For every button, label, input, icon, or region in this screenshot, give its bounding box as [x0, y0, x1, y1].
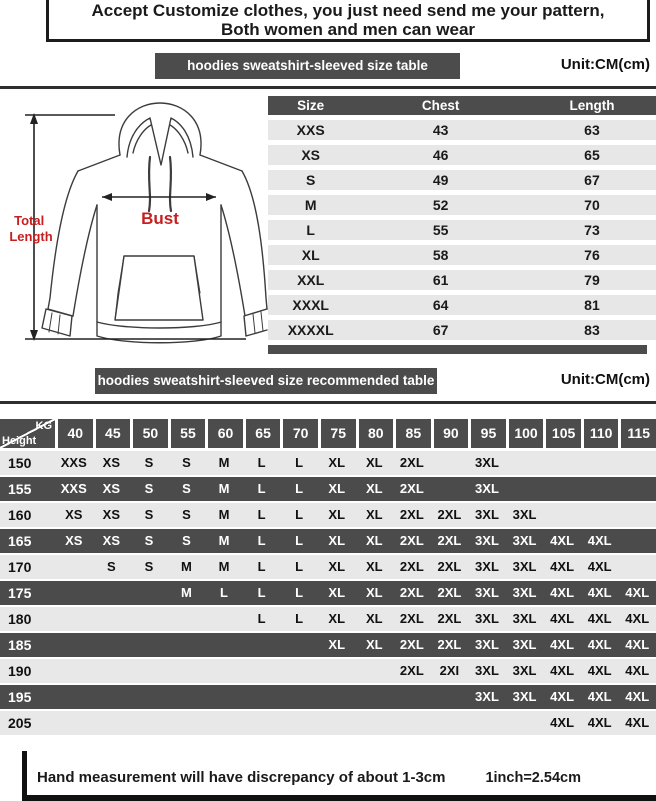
weight-header-cell: 110 [584, 419, 619, 448]
recommended-size-cell: 3XL [512, 689, 537, 704]
recommended-size-cell: 2XL [437, 611, 462, 626]
recommended-size-cell: 4XL [625, 663, 650, 678]
reco-table-banner: hoodies sweatshirt-sleeved size recommended table [95, 368, 437, 394]
recommended-size-cell [93, 711, 131, 735]
height-label-cell: 175 [8, 585, 32, 601]
recommended-size-cell [280, 659, 318, 683]
recommended-size-cell: XL [328, 611, 346, 626]
recommended-size-cell: S [144, 507, 154, 522]
recommended-size-cell: S [144, 481, 154, 496]
recommended-size-cell: M [218, 559, 230, 574]
recommended-size-cell: 4XL [587, 611, 612, 626]
recommended-size-cell [431, 711, 469, 735]
size-cell: XS [301, 147, 321, 163]
height-label-cell: 205 [8, 715, 32, 731]
recommended-size-cell: 2XL [399, 481, 424, 496]
weight-header-cell: 40 [58, 419, 93, 448]
recommended-size-cell: XS [102, 481, 121, 496]
recommended-size-cell [618, 503, 656, 527]
recommended-size-cell [93, 685, 131, 709]
recommended-size-cell: L [295, 533, 304, 548]
recommendation-row [0, 581, 656, 605]
height-label-cell: 190 [8, 663, 32, 679]
recommended-size-cell [205, 711, 243, 735]
recommended-size-cell: 3XL [512, 559, 537, 574]
recommended-size-cell: S [182, 507, 191, 522]
size-cell: M [304, 197, 317, 213]
recommendation-row [0, 685, 656, 709]
recommended-size-cell [543, 451, 581, 475]
recommended-size-cell: 4XL [587, 663, 612, 678]
recommended-size-cell: XL [328, 455, 346, 470]
recommended-size-cell: 2XL [399, 637, 424, 652]
recommendation-table [0, 419, 656, 735]
length-cell: 67 [584, 172, 600, 188]
chest-cell: 49 [432, 172, 449, 188]
recommended-size-cell: M [218, 481, 230, 496]
recommended-size-cell: L [257, 481, 266, 496]
recommended-size-cell [168, 659, 206, 683]
recommended-size-cell: XL [365, 611, 383, 626]
recommended-size-cell: 2XL [399, 533, 424, 548]
recommended-size-cell: XL [328, 507, 346, 522]
height-label-cell: 165 [8, 533, 32, 549]
recommended-size-cell: L [257, 507, 266, 522]
recommended-size-cell: S [144, 455, 154, 470]
length-cell: 76 [584, 247, 600, 263]
size-table-row [268, 295, 656, 315]
hoodie-illustration [0, 93, 268, 355]
recommended-size-cell: 4XL [625, 715, 650, 730]
recommended-size-cell [55, 555, 93, 579]
recommended-size-cell: 4XL [550, 637, 575, 652]
recommendation-row [0, 607, 656, 631]
recommended-size-cell: S [182, 533, 191, 548]
recommended-size-cell: 3XL [475, 637, 499, 652]
recommended-size-cell: L [295, 507, 304, 522]
length-cell: 73 [584, 222, 600, 238]
recommended-size-cell: 3XL [512, 507, 537, 522]
recommended-size-cell [205, 633, 243, 657]
recommended-size-cell: XL [365, 533, 383, 548]
weight-header-cell: 45 [96, 419, 131, 448]
weight-header-cell: 75 [321, 419, 356, 448]
recommended-size-cell: 2XL [399, 663, 424, 678]
recommended-size-cell: L [257, 533, 266, 548]
recommended-size-cell: 4XL [587, 715, 612, 730]
recommended-size-cell [356, 659, 394, 683]
size-table-row [268, 320, 656, 340]
chest-cell: 61 [432, 272, 449, 288]
length-cell: 63 [584, 122, 600, 138]
weight-header-cell: 85 [396, 419, 431, 448]
recommended-size-cell: 4XL [550, 559, 575, 574]
recommended-size-cell [581, 451, 619, 475]
recommended-size-cell: M [218, 507, 230, 522]
horizontal-rule-top [0, 86, 656, 89]
column-header-size: Size [297, 98, 325, 113]
recommended-size-cell: L [295, 559, 304, 574]
recommended-size-cell: 4XL [587, 533, 612, 548]
recommended-size-cell: 4XL [587, 559, 612, 574]
recommended-size-cell: 4XL [625, 689, 650, 704]
height-label-cell: 160 [8, 507, 32, 523]
recommended-size-cell: XL [365, 455, 383, 470]
size-cell: XXXL [292, 297, 329, 313]
height-label-cell: 185 [8, 637, 32, 653]
size-table-banner: hoodies sweatshirt-sleeved size table [155, 53, 460, 79]
recommended-size-cell: XL [365, 559, 383, 574]
recommended-size-cell: 4XL [550, 585, 575, 600]
recommended-size-cell: XL [328, 637, 346, 652]
recommended-size-cell: 3XL [512, 637, 537, 652]
weight-header-cell: 70 [283, 419, 318, 448]
size-table-row [268, 145, 656, 165]
recommended-size-cell: 3XL [475, 533, 499, 548]
size-table-row [268, 170, 656, 190]
recommended-size-cell: XL [328, 533, 346, 548]
chest-cell: 52 [432, 197, 449, 213]
recommended-size-cell [168, 685, 206, 709]
recommended-size-cell: L [295, 455, 304, 470]
recommendation-row [0, 555, 656, 579]
recommended-size-cell: 4XL [550, 663, 575, 678]
recommended-size-cell [280, 711, 318, 735]
column-header-chest: Chest [421, 98, 460, 113]
recommended-size-cell [431, 451, 469, 475]
weight-header-cell: 80 [359, 419, 394, 448]
height-label-cell: 170 [8, 559, 32, 575]
reco-table-banner-row [0, 368, 656, 395]
length-cell: 83 [584, 322, 600, 338]
recommended-size-cell [55, 711, 93, 735]
recommended-size-cell [93, 607, 131, 631]
recommended-size-cell [130, 607, 168, 631]
recommended-size-cell: 4XL [550, 533, 575, 548]
recommended-size-cell [55, 659, 93, 683]
size-cell: XXS [296, 122, 325, 138]
recommended-size-cell: 3XL [512, 533, 537, 548]
recommended-size-cell [93, 581, 131, 605]
height-label-cell: 155 [8, 481, 32, 497]
height-label-cell: 195 [8, 689, 32, 705]
recommendation-row [0, 659, 656, 683]
recommended-size-cell [243, 685, 281, 709]
recommended-size-cell: 2XL [437, 533, 462, 548]
recommended-size-cell: S [107, 559, 116, 574]
recommended-size-cell: 3XL [475, 585, 499, 600]
recommended-size-cell: 3XL [475, 559, 499, 574]
recommended-size-cell [55, 581, 93, 605]
recommendation-row [0, 477, 656, 501]
recommended-size-cell: 4XL [625, 637, 650, 652]
size-table-footer-bar [268, 345, 647, 354]
corner-height-label: Height [2, 435, 37, 447]
chest-cell: 55 [432, 222, 449, 238]
recommended-size-cell [393, 685, 431, 709]
corner-kg-label: KG [35, 420, 52, 432]
recommended-size-cell [506, 451, 544, 475]
recommended-size-cell: 2XL [437, 507, 462, 522]
footer-note-box [22, 751, 656, 801]
recommended-size-cell [393, 711, 431, 735]
recommended-size-cell [55, 607, 93, 631]
recommended-size-cell [130, 685, 168, 709]
recommended-size-cell: 4XL [625, 611, 650, 626]
recommended-size-cell: 3XL [475, 507, 499, 522]
recommended-size-cell [205, 659, 243, 683]
size-table-row [268, 195, 656, 215]
recommendation-row [0, 711, 656, 735]
corner-cell [0, 419, 55, 448]
recommended-size-cell: L [257, 611, 266, 626]
chest-cell: 58 [432, 247, 449, 263]
recommended-size-cell: XL [365, 585, 383, 600]
chest-cell: 43 [432, 122, 449, 138]
chest-cell: 67 [432, 322, 449, 338]
recommended-size-cell [468, 711, 506, 735]
recommended-size-cell: 2XL [399, 559, 424, 574]
recommended-size-cell [130, 659, 168, 683]
recommended-size-cell: 3XL [475, 481, 499, 496]
size-table-unit-label: Unit:CM(cm) [560, 56, 650, 73]
recommended-size-cell [93, 659, 131, 683]
recommended-size-cell [130, 581, 168, 605]
weight-header-cell: 95 [471, 419, 506, 448]
recommended-size-cell [93, 633, 131, 657]
size-table-banner-row [0, 53, 656, 80]
recommended-size-cell: M [181, 559, 192, 574]
weight-header-cell: 100 [509, 419, 544, 448]
recommended-size-cell: 2XL [399, 585, 424, 600]
recommended-size-cell: M [218, 533, 230, 548]
recommended-size-cell: XL [365, 481, 383, 496]
recommended-size-cell: 2XL [437, 637, 462, 652]
recommended-size-cell: XS [102, 533, 121, 548]
recommended-size-cell: L [257, 559, 266, 574]
recommended-size-cell: M [181, 585, 192, 600]
recommended-size-cell: 3XL [512, 663, 537, 678]
recommended-size-cell: S [182, 455, 191, 470]
recommended-size-cell [55, 633, 93, 657]
recommended-size-cell [280, 685, 318, 709]
recommendation-table-header [0, 419, 656, 448]
length-cell: 70 [584, 197, 600, 213]
recommended-size-cell: L [220, 585, 228, 600]
weight-header-cell: 115 [621, 419, 656, 448]
recommended-size-cell: 4XL [587, 637, 612, 652]
recommended-size-cell [618, 477, 656, 501]
recommended-size-cell: S [144, 559, 154, 574]
size-cell: XXL [297, 272, 325, 288]
size-table-header [268, 96, 656, 115]
recommended-size-cell: S [144, 533, 154, 548]
size-cell: L [306, 222, 315, 238]
weight-header-cell: 90 [434, 419, 469, 448]
length-cell: 65 [584, 147, 600, 163]
chest-cell: 46 [432, 147, 449, 163]
recommended-size-cell [130, 633, 168, 657]
size-table-row [268, 220, 656, 240]
recommended-size-cell: 2XL [399, 455, 424, 470]
recommended-size-cell: XL [365, 637, 383, 652]
recommended-size-cell: 3XL [512, 585, 537, 600]
announcement-line-2: Both women and men can wear [220, 20, 476, 39]
weight-header-cell: 50 [133, 419, 168, 448]
recommended-size-cell [318, 659, 356, 683]
weight-header-cell: 65 [246, 419, 281, 448]
recommended-size-cell: 3XL [512, 611, 537, 626]
recommended-size-cell [431, 477, 469, 501]
inch-conversion-note: 1inch=2.54cm [485, 770, 581, 786]
recommended-size-cell [618, 451, 656, 475]
recommended-size-cell [130, 711, 168, 735]
main-content [0, 93, 656, 355]
size-table [268, 93, 656, 355]
size-table-row [268, 120, 656, 140]
top-announcement-box [46, 0, 650, 42]
recommended-size-cell: L [257, 585, 266, 600]
column-header-length: Length [569, 98, 615, 113]
recommended-size-cell: XS [65, 533, 83, 548]
recommended-size-cell [506, 711, 544, 735]
recommended-size-cell: XS [102, 455, 121, 470]
recommended-size-cell [356, 711, 394, 735]
recommended-size-cell: 2XL [399, 611, 424, 626]
hoodie-measurement-diagram [0, 93, 268, 355]
recommended-size-cell [318, 685, 356, 709]
recommended-size-cell [243, 633, 281, 657]
size-cell: XXXXL [287, 322, 334, 338]
size-table-body [268, 120, 656, 340]
recommended-size-cell: 4XL [625, 585, 650, 600]
recommendation-row [0, 529, 656, 553]
recommended-size-cell: 4XL [550, 715, 575, 730]
recommended-size-cell [243, 659, 281, 683]
recommended-size-cell [581, 503, 619, 527]
recommended-size-cell: 2XI [439, 663, 460, 678]
weight-header-cell: 60 [208, 419, 243, 448]
size-cell: XL [301, 247, 320, 263]
recommended-size-cell: XXS [60, 481, 87, 496]
recommendation-row [0, 633, 656, 657]
recommended-size-cell: L [257, 455, 266, 470]
recommended-size-cell: XS [102, 507, 121, 522]
recommended-size-cell: L [295, 611, 304, 626]
recommended-size-cell: 3XL [475, 689, 499, 704]
total-length-label: Total Length [9, 213, 53, 244]
recommended-size-cell: 3XL [475, 455, 499, 470]
recommended-size-cell [205, 685, 243, 709]
recommended-size-cell [431, 685, 469, 709]
recommended-size-cell: XXS [60, 455, 87, 470]
size-cell: S [306, 172, 316, 188]
recommended-size-cell: 2XL [437, 559, 462, 574]
recommended-size-cell [618, 529, 656, 553]
reco-table-unit-label: Unit:CM(cm) [560, 371, 650, 388]
size-table-row [268, 245, 656, 265]
weight-header-cell: 105 [546, 419, 581, 448]
recommended-size-cell: XL [328, 481, 346, 496]
recommended-size-cell [543, 477, 581, 501]
recommended-size-cell: 3XL [475, 663, 499, 678]
horizontal-rule-middle [0, 401, 656, 404]
recommended-size-cell: 3XL [475, 611, 499, 626]
recommended-size-cell: M [218, 455, 230, 470]
recommended-size-cell: 4XL [550, 689, 575, 704]
recommended-size-cell [168, 711, 206, 735]
length-cell: 81 [584, 297, 600, 313]
recommended-size-cell [55, 685, 93, 709]
bust-label: Bust [141, 209, 179, 228]
recommended-size-cell [168, 607, 206, 631]
announcement-line-1: Accept Customize clothes, you just need send me your pattern, [91, 1, 605, 20]
recommended-size-cell: XL [365, 507, 383, 522]
recommended-size-cell: 2XL [399, 507, 424, 522]
recommended-size-cell: L [295, 585, 304, 600]
recommended-size-cell: 4XL [550, 611, 575, 626]
recommendation-row [0, 451, 656, 475]
measurement-note: Hand measurement will have discrepancy of about 1-3cm [37, 769, 446, 786]
recommended-size-cell [168, 633, 206, 657]
recommended-size-cell [243, 711, 281, 735]
recommendation-table-body [0, 451, 656, 735]
chest-cell: 64 [432, 297, 449, 313]
recommended-size-cell: XL [328, 585, 346, 600]
recommended-size-cell [280, 633, 318, 657]
recommended-size-cell: 4XL [587, 689, 612, 704]
recommended-size-cell: L [295, 481, 304, 496]
recommended-size-cell: XL [328, 559, 346, 574]
size-table-row [268, 270, 656, 290]
recommended-size-cell: 2XL [437, 585, 462, 600]
height-label-cell: 180 [8, 611, 32, 627]
recommended-size-cell [318, 711, 356, 735]
recommended-size-cell [356, 685, 394, 709]
recommendation-row [0, 503, 656, 527]
weight-header-cell: 55 [171, 419, 206, 448]
length-cell: 79 [584, 272, 600, 288]
height-label-cell: 150 [8, 455, 32, 471]
recommended-size-cell [205, 607, 243, 631]
recommended-size-cell [581, 477, 619, 501]
recommended-size-cell: S [182, 481, 191, 496]
recommended-size-cell: XS [65, 507, 83, 522]
recommended-size-cell [618, 555, 656, 579]
recommended-size-cell: 4XL [587, 585, 612, 600]
recommended-size-cell [506, 477, 544, 501]
recommended-size-cell [543, 503, 581, 527]
